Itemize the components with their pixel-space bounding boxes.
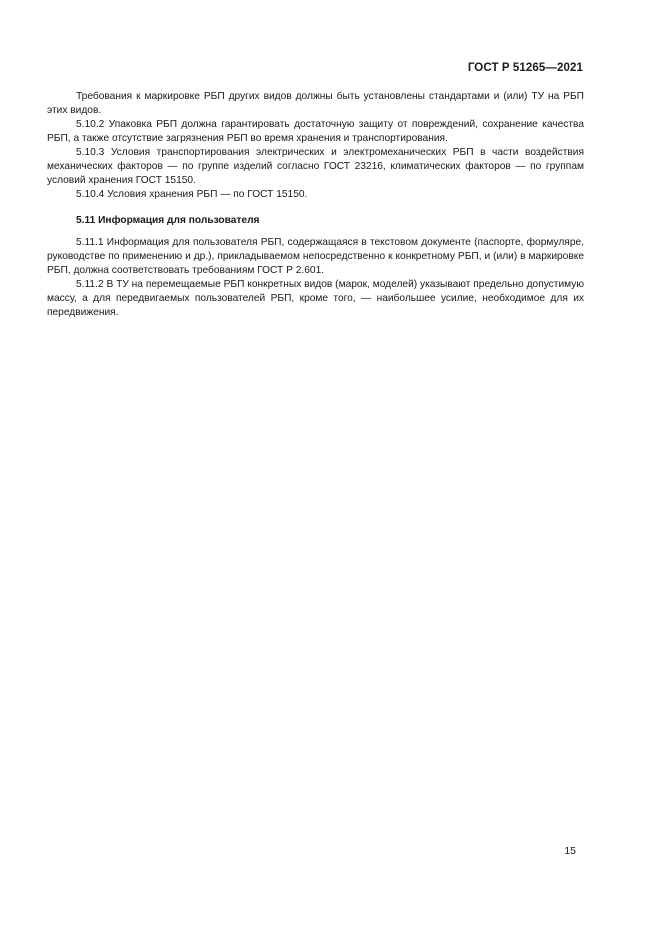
paragraph-marking-requirements: Требования к маркировке РБП других видов должны быть установлены стандартами и (или) ТУ на РБП этих видов. (47, 91, 584, 116)
document-code-header: ГОСТ Р 51265—2021 (467, 62, 583, 74)
paragraph-5-10-4: 5.10.4 Условия хранения РБП — по ГОСТ 15150. (76, 189, 308, 200)
paragraph-5-10-2: 5.10.2 Упаковка РБП должна гарантировать достаточную защиту от повреждений, сохранение качества РБП, а также отсутствие загрязнения РБП во время хранения и транспортирования. (47, 119, 584, 144)
paragraph-5-11-1: 5.11.1 Информация для пользователя РБП, содержащаяся в текстовом документе (паспорте, формуляре, руководстве по применению и др.), прикладываемом непосредственно к конкретному РБП, и (или) в маркировке РБП, должна соответствовать требованиям ГОСТ Р 2.601. (47, 237, 584, 276)
page-number: 15 (564, 845, 576, 857)
paragraph-5-10-3: 5.10.3 Условия транспортирования электрических и электромеханических РБП в части воздействия механических факторов — по группе изделий согласно ГОСТ 23216, климатических факторов — по группам условий хранения ГОСТ 15150. (47, 147, 584, 186)
section-heading-5-11: 5.11 Информация для пользователя (76, 215, 260, 226)
paragraph-5-11-2: 5.11.2 В ТУ на перемещаемые РБП конкретных видов (марок, моделей) указывают предельно допустимую массу, а для передвигаемых пользователей РБП, кроме того, — наибольшее усилие, необходимое для их передвижения. (47, 279, 584, 318)
page-content (47, 90, 584, 320)
